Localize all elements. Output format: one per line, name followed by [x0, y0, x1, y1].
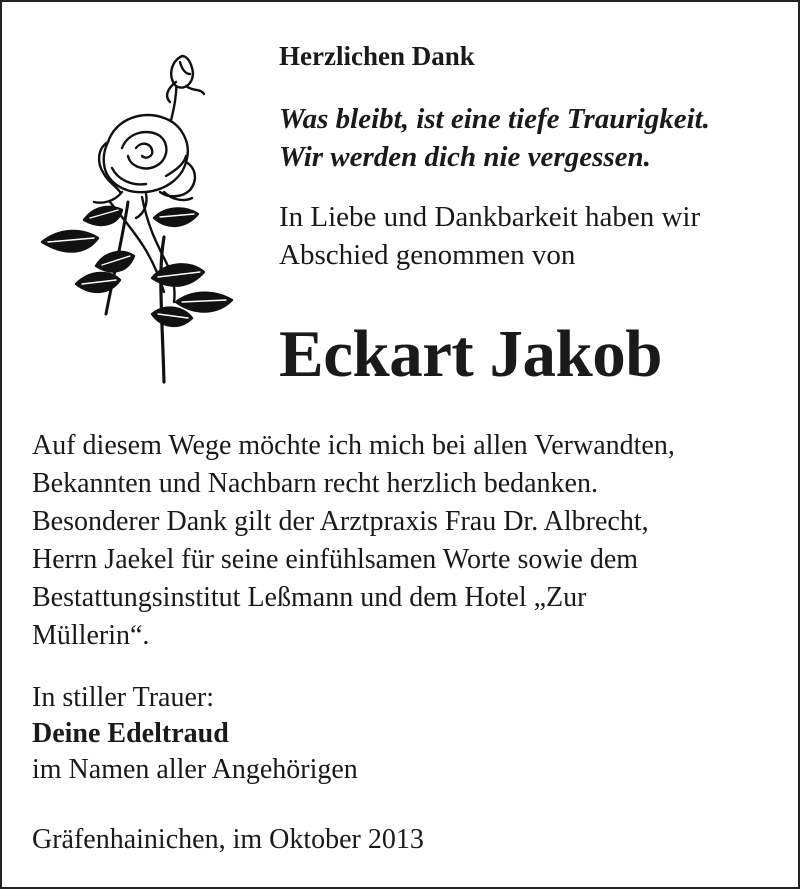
place-date: Gräfenhainichen, im Oktober 2013 — [32, 824, 424, 855]
thanks-paragraph — [32, 427, 675, 655]
mourning-label: In stiller Trauer: — [32, 682, 214, 713]
mourner-name: Deine Edeltraud — [32, 718, 229, 749]
quote-line: Was bleibt, ist eine tiefe Traurigkeit. — [279, 103, 710, 135]
body-line: Besonderer Dank gilt der Arztpraxis Frau Dr. Albrecht, — [32, 506, 649, 537]
intro-line: Abschied genommen von — [279, 239, 576, 271]
deceased-name: Eckart Jakob — [279, 317, 663, 391]
memorial-quote — [279, 100, 710, 176]
body-line: Bekannten und Nachbarn recht herzlich bedanken. — [32, 468, 598, 499]
mourner-note: im Namen aller Angehörigen — [32, 754, 358, 785]
mourning-block — [32, 680, 358, 788]
notice-heading: Herzlichen Dank — [279, 41, 475, 71]
body-line: Auf diesem Wege möchte ich mich bei allen Verwandten, — [32, 430, 675, 461]
intro-line: In Liebe und Dankbarkeit haben wir — [279, 201, 701, 233]
body-line: Herrn Jaekel für seine einfühlsamen Worte sowie dem — [32, 544, 639, 575]
rose-illustration-icon — [36, 52, 236, 384]
quote-line: Wir werden dich nie vergessen. — [279, 141, 651, 173]
body-line: Bestattungsinstitut Leßmann und dem Hotel „Zur — [32, 582, 587, 613]
intro-text — [279, 198, 700, 274]
body-line: Müllerin“. — [32, 620, 150, 651]
